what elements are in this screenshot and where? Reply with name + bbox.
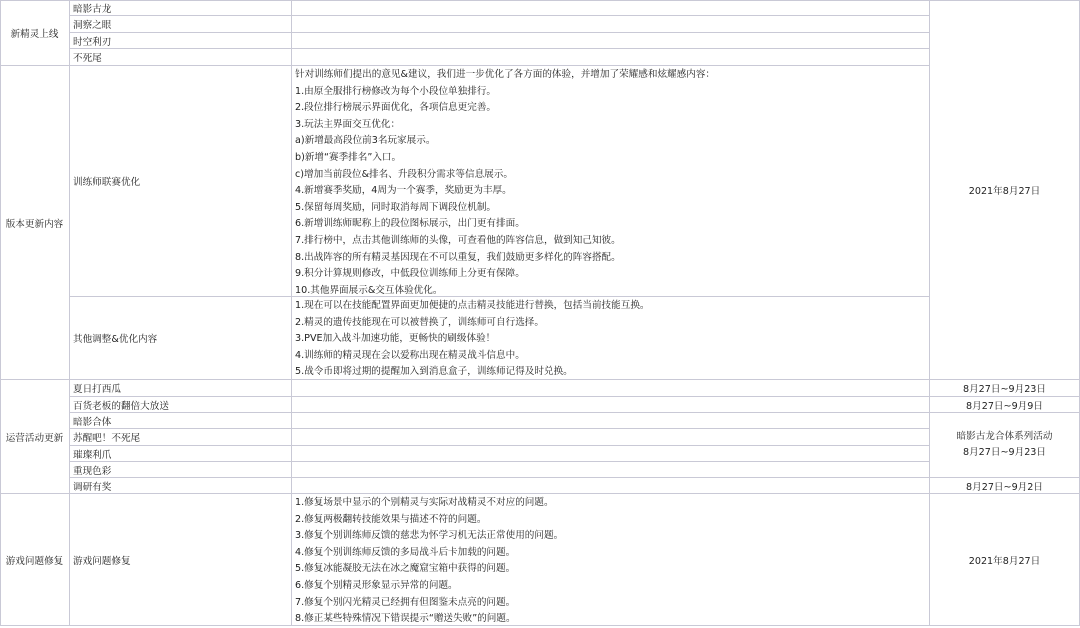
league-title-cell: 训练师联赛优化 — [70, 66, 292, 297]
other-content-cell — [292, 297, 930, 380]
activity-row: 璀璨利爪 — [70, 446, 292, 462]
content-cell — [292, 413, 930, 429]
activity-row: 苏醒吧！不死尾 — [70, 429, 292, 446]
activity-row: 百货老板的翻倍大放送 — [70, 397, 292, 413]
league-line: 针对训练师们提出的意见&建议，我们进一步优化了各方面的体验，并增加了荣耀感和炫耀感内容： — [295, 69, 716, 80]
new-spirit-row: 洞察之眼 — [70, 16, 292, 33]
league-line: 7.排行榜中，点击其他训练师的头像，可查看他的阵容信息，做到知己知彼。 — [295, 234, 621, 246]
merged-activity-date: 暗影古龙合体系列活动 8月27日~9月23日 — [930, 413, 1080, 478]
bugfix-line: 2.修复两极翻转技能效果与描述不符的问题。 — [295, 513, 487, 525]
activity-row: 调研有奖 — [70, 478, 292, 494]
new-spirit-row: 暗影古龙 — [70, 0, 292, 16]
category-version-update: 版本更新内容 — [0, 66, 70, 380]
bugfix-line: 7.修复个别闪光精灵已经拥有但图鉴未点亮的问题。 — [295, 596, 516, 608]
league-line: 6.新增训练师昵称上的段位图标展示，出门更有排面。 — [295, 218, 525, 230]
category-new-spirits: 新精灵上线 — [0, 0, 70, 66]
new-spirit-row: 不死尾 — [70, 49, 292, 66]
bugfix-line: 1.修复场景中显示的个别精灵与实际对战精灵不对应的问题。 — [295, 497, 554, 508]
other-line: 2.精灵的遗传技能现在可以被替换了，训练师可自行选择。 — [295, 316, 544, 328]
bugfix-line: 3.修复个别训练师反馈的慈悲为怀学习机无法正常使用的问题。 — [295, 530, 564, 542]
bugfix-line: 4.修复个别训练师反馈的多局战斗后卡加载的问题。 — [295, 546, 516, 558]
league-line: 1.由原全服排行榜修改为每个小段位单独排行。 — [295, 85, 497, 97]
league-line: 4.新增赛季奖励，4周为一个赛季，奖励更为丰厚。 — [295, 185, 512, 197]
activity-date: 8月27日~9月23日 — [930, 380, 1080, 397]
other-line: 5.战令币即将过期的提醒加入到消息盒子，训练师记得及时兑换。 — [295, 366, 573, 378]
bugfix-line: 8.修正某些特殊情况下错误提示“赠送失败”的问题。 — [295, 613, 516, 625]
activity-row: 暗影合体 — [70, 413, 292, 429]
bugfix-line: 6.修复个别精灵形象显示异常的问题。 — [295, 579, 458, 591]
content-cell — [292, 16, 930, 33]
activity-date: 8月27日~9月2日 — [930, 478, 1080, 494]
league-line: 5.保留每周奖励，同时取消每周下调段位机制。 — [295, 201, 497, 213]
content-cell — [292, 446, 930, 462]
content-cell — [292, 0, 930, 16]
bugfix-content-cell — [292, 494, 930, 626]
new-spirit-row: 时空利刃 — [70, 33, 292, 49]
content-cell — [292, 33, 930, 49]
league-line: 9.积分计算规则修改，中低段位训练师上分更有保障。 — [295, 268, 525, 280]
other-line: 4.训练师的精灵现在会以爱称出现在精灵战斗信息中。 — [295, 349, 525, 361]
league-line: c)增加当前段位&排名、升段积分需求等信息展示。 — [295, 168, 513, 180]
league-line: 10.其他界面展示&交互体验优化。 — [295, 284, 443, 296]
content-cell — [292, 49, 930, 66]
content-cell — [292, 380, 930, 397]
other-line: 1.现在可以在技能配置界面更加便捷的点击精灵技能进行替换，包括当前技能互换。 — [295, 300, 650, 311]
activity-date: 8月27日~9月9日 — [930, 397, 1080, 413]
bugfix-date-cell: 2021年8月27日 — [930, 494, 1080, 626]
bugfix-line: 5.修复冰能凝胶无法在冰之魔窟宝箱中获得的问题。 — [295, 563, 516, 575]
content-cell — [292, 478, 930, 494]
content-cell — [292, 429, 930, 446]
activity-row: 重现色彩 — [70, 462, 292, 478]
category-operations: 运营活动更新 — [0, 380, 70, 494]
bugfix-title-cell: 游戏问题修复 — [70, 494, 292, 626]
activity-row: 夏日打西瓜 — [70, 380, 292, 397]
version-date-cell: 2021年8月27日 — [930, 0, 1080, 380]
content-cell — [292, 397, 930, 413]
league-content-cell — [292, 66, 930, 297]
league-line: 3.玩法主界面交互优化： — [295, 118, 401, 130]
league-line: 2.段位排行榜展示界面优化，各项信息更完善。 — [295, 102, 497, 114]
league-line: b)新增“赛季排名”入口。 — [295, 151, 402, 163]
other-title-cell: 其他调整&优化内容 — [70, 297, 292, 380]
league-line: a)新增最高段位前3名玩家展示。 — [295, 135, 436, 147]
league-line: 8.出战阵容的所有精灵基因现在不可以重复，我们鼓励更多样化的阵容搭配。 — [295, 251, 621, 263]
content-cell — [292, 462, 930, 478]
other-line: 3.PVE加入战斗加速功能，更畅快的刷级体验！ — [295, 333, 496, 345]
category-bugfix: 游戏问题修复 — [0, 494, 70, 626]
